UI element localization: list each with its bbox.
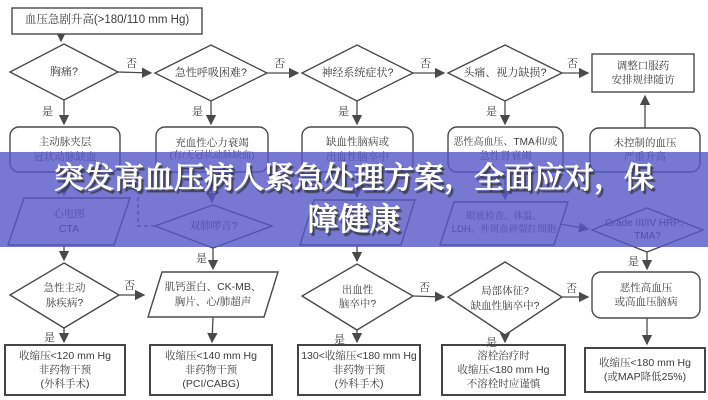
node-sbp120-line1: 收缩压<120 mm Hg: [19, 349, 111, 362]
shape-decision-focal-signs: [448, 262, 562, 335]
node-brain-line1: 缺血性脑病或: [326, 136, 389, 149]
node-aortic-dissection-line1: 主动脉夹层: [38, 136, 92, 149]
node-malignant-enceph-line2: 或高血压脑病: [614, 296, 678, 308]
node-sbp130-180-line2: 非药物干预: [332, 363, 386, 376]
node-sbp140-line1: 收缩压<140 mm Hg: [165, 349, 257, 362]
edge-label-yes-chest: 是: [42, 106, 53, 118]
edge-label-no-hemorrhagic: 否: [419, 282, 430, 294]
edge-label-yes-neuro: 是: [338, 106, 349, 118]
shape-decision-chest-pain: [10, 44, 118, 100]
edge-label-yes-dyspnea: 是: [192, 106, 203, 118]
shape-troponin: [148, 272, 278, 317]
edge-label-yes-acute-aortic: 是: [44, 332, 55, 344]
edge-label-no-acute-aortic: 否: [124, 280, 135, 292]
target-boxes: [5, 345, 705, 395]
shape-decision-hemorrhagic: [302, 264, 413, 330]
edge-label-no-chest: 否: [126, 58, 137, 70]
node-start: 血压急剧升高(>180/110 mm Hg): [24, 14, 190, 27]
node-decision-hemorrhagic-line1: 出血性: [341, 283, 374, 296]
edge-label-no-headache: 否: [567, 58, 578, 70]
node-thrombolysis-line3: 不溶栓时应谨慎: [466, 378, 541, 391]
node-malignant-tma-line1: 恶性高血压、TMA和/或: [453, 136, 558, 148]
edge-label-yes-focal: 是: [486, 337, 497, 349]
shape-decision-headache: [448, 45, 562, 101]
node-troponin-line1: 肌钙蛋白、CK-MB、: [164, 281, 262, 294]
shape-adjust-meds: [592, 54, 694, 92]
page-title-line1: 突发高血压病人紧急处理方案，全面应对，保: [54, 162, 654, 195]
node-adjust-meds-line1: 调整口服药: [616, 59, 670, 72]
edge-label-yes-grade: 是: [628, 256, 639, 268]
node-thrombolysis-line1: 溶栓治疗时: [477, 349, 530, 362]
node-decision-headache: 头痛、视力缺损?: [463, 66, 547, 79]
page-title-line2: 障健康: [307, 202, 401, 237]
node-malignant-enceph-line1: 恶性高血压: [619, 281, 673, 294]
node-adjust-meds-line2: 安排规律随访: [611, 74, 675, 86]
node-sbp180-map-line1: 收缩压<180 mm Hg: [599, 356, 691, 369]
node-troponin-line2: 胸片、心/肺超声: [174, 295, 252, 308]
node-sbp120-line2: 非药物干预: [38, 363, 92, 376]
shape-sbp180-map: [585, 348, 705, 392]
node-thrombolysis-line2: 收缩压<180 mm Hg: [457, 363, 550, 376]
edge-label-no-focal: 否: [566, 283, 577, 295]
edge-label-yes-hemorrhagic: 是: [334, 334, 345, 346]
node-decision-hemorrhagic-line2: 脑卒中?: [338, 298, 377, 310]
edge-label-no-neuro: 否: [420, 58, 431, 70]
node-decision-chest-pain: 胸痛?: [49, 65, 79, 78]
node-decision-neuro: 神经系统症状?: [321, 66, 394, 79]
edge-label-yes-rales: 是: [196, 253, 207, 265]
shape-sbp130-180: [298, 345, 420, 395]
edge-label-yes-headache: 是: [486, 106, 497, 118]
shape-thrombolysis: [442, 345, 565, 395]
shape-sbp140: [150, 345, 272, 395]
edge-label-no-dyspnea: 否: [274, 58, 285, 70]
shape-sbp120: [5, 345, 125, 395]
node-sbp180-map-line2: (或MAP降低25%): [603, 371, 687, 383]
node-sbp130-180-line1: 130<收缩压<180 mm Hg: [301, 349, 417, 362]
shape-malignant-enceph: [592, 272, 700, 318]
node-chf-line1: 充血性心力衰竭: [175, 137, 249, 149]
page-title: [0, 158, 708, 240]
node-sbp140-line2: 非药物干预: [184, 363, 238, 376]
node-decision-acute-aortic-line2: 脉疾病?: [45, 296, 84, 309]
node-decision-focal-signs-line2: 缺血性脑卒中?: [470, 299, 540, 312]
shape-decision-acute-aortic: [10, 263, 119, 328]
node-sbp120-line3: (外科手术): [40, 378, 90, 391]
node-sbp130-180-line3: (外科手术): [334, 378, 384, 391]
node-sbp140-line3: (PCI/CABG): [182, 378, 240, 391]
node-decision-focal-signs-line1: 局部体征?: [481, 285, 529, 298]
node-decision-dyspnea: 急性呼吸困难?: [174, 66, 248, 79]
shape-start: [12, 8, 202, 34]
shape-decision-neuro: [302, 45, 413, 101]
node-uncontrolled-line1: 未控制的血压: [613, 136, 677, 149]
shape-decision-dyspnea: [155, 45, 267, 101]
node-decision-acute-aortic-line1: 急性主动: [43, 282, 86, 295]
